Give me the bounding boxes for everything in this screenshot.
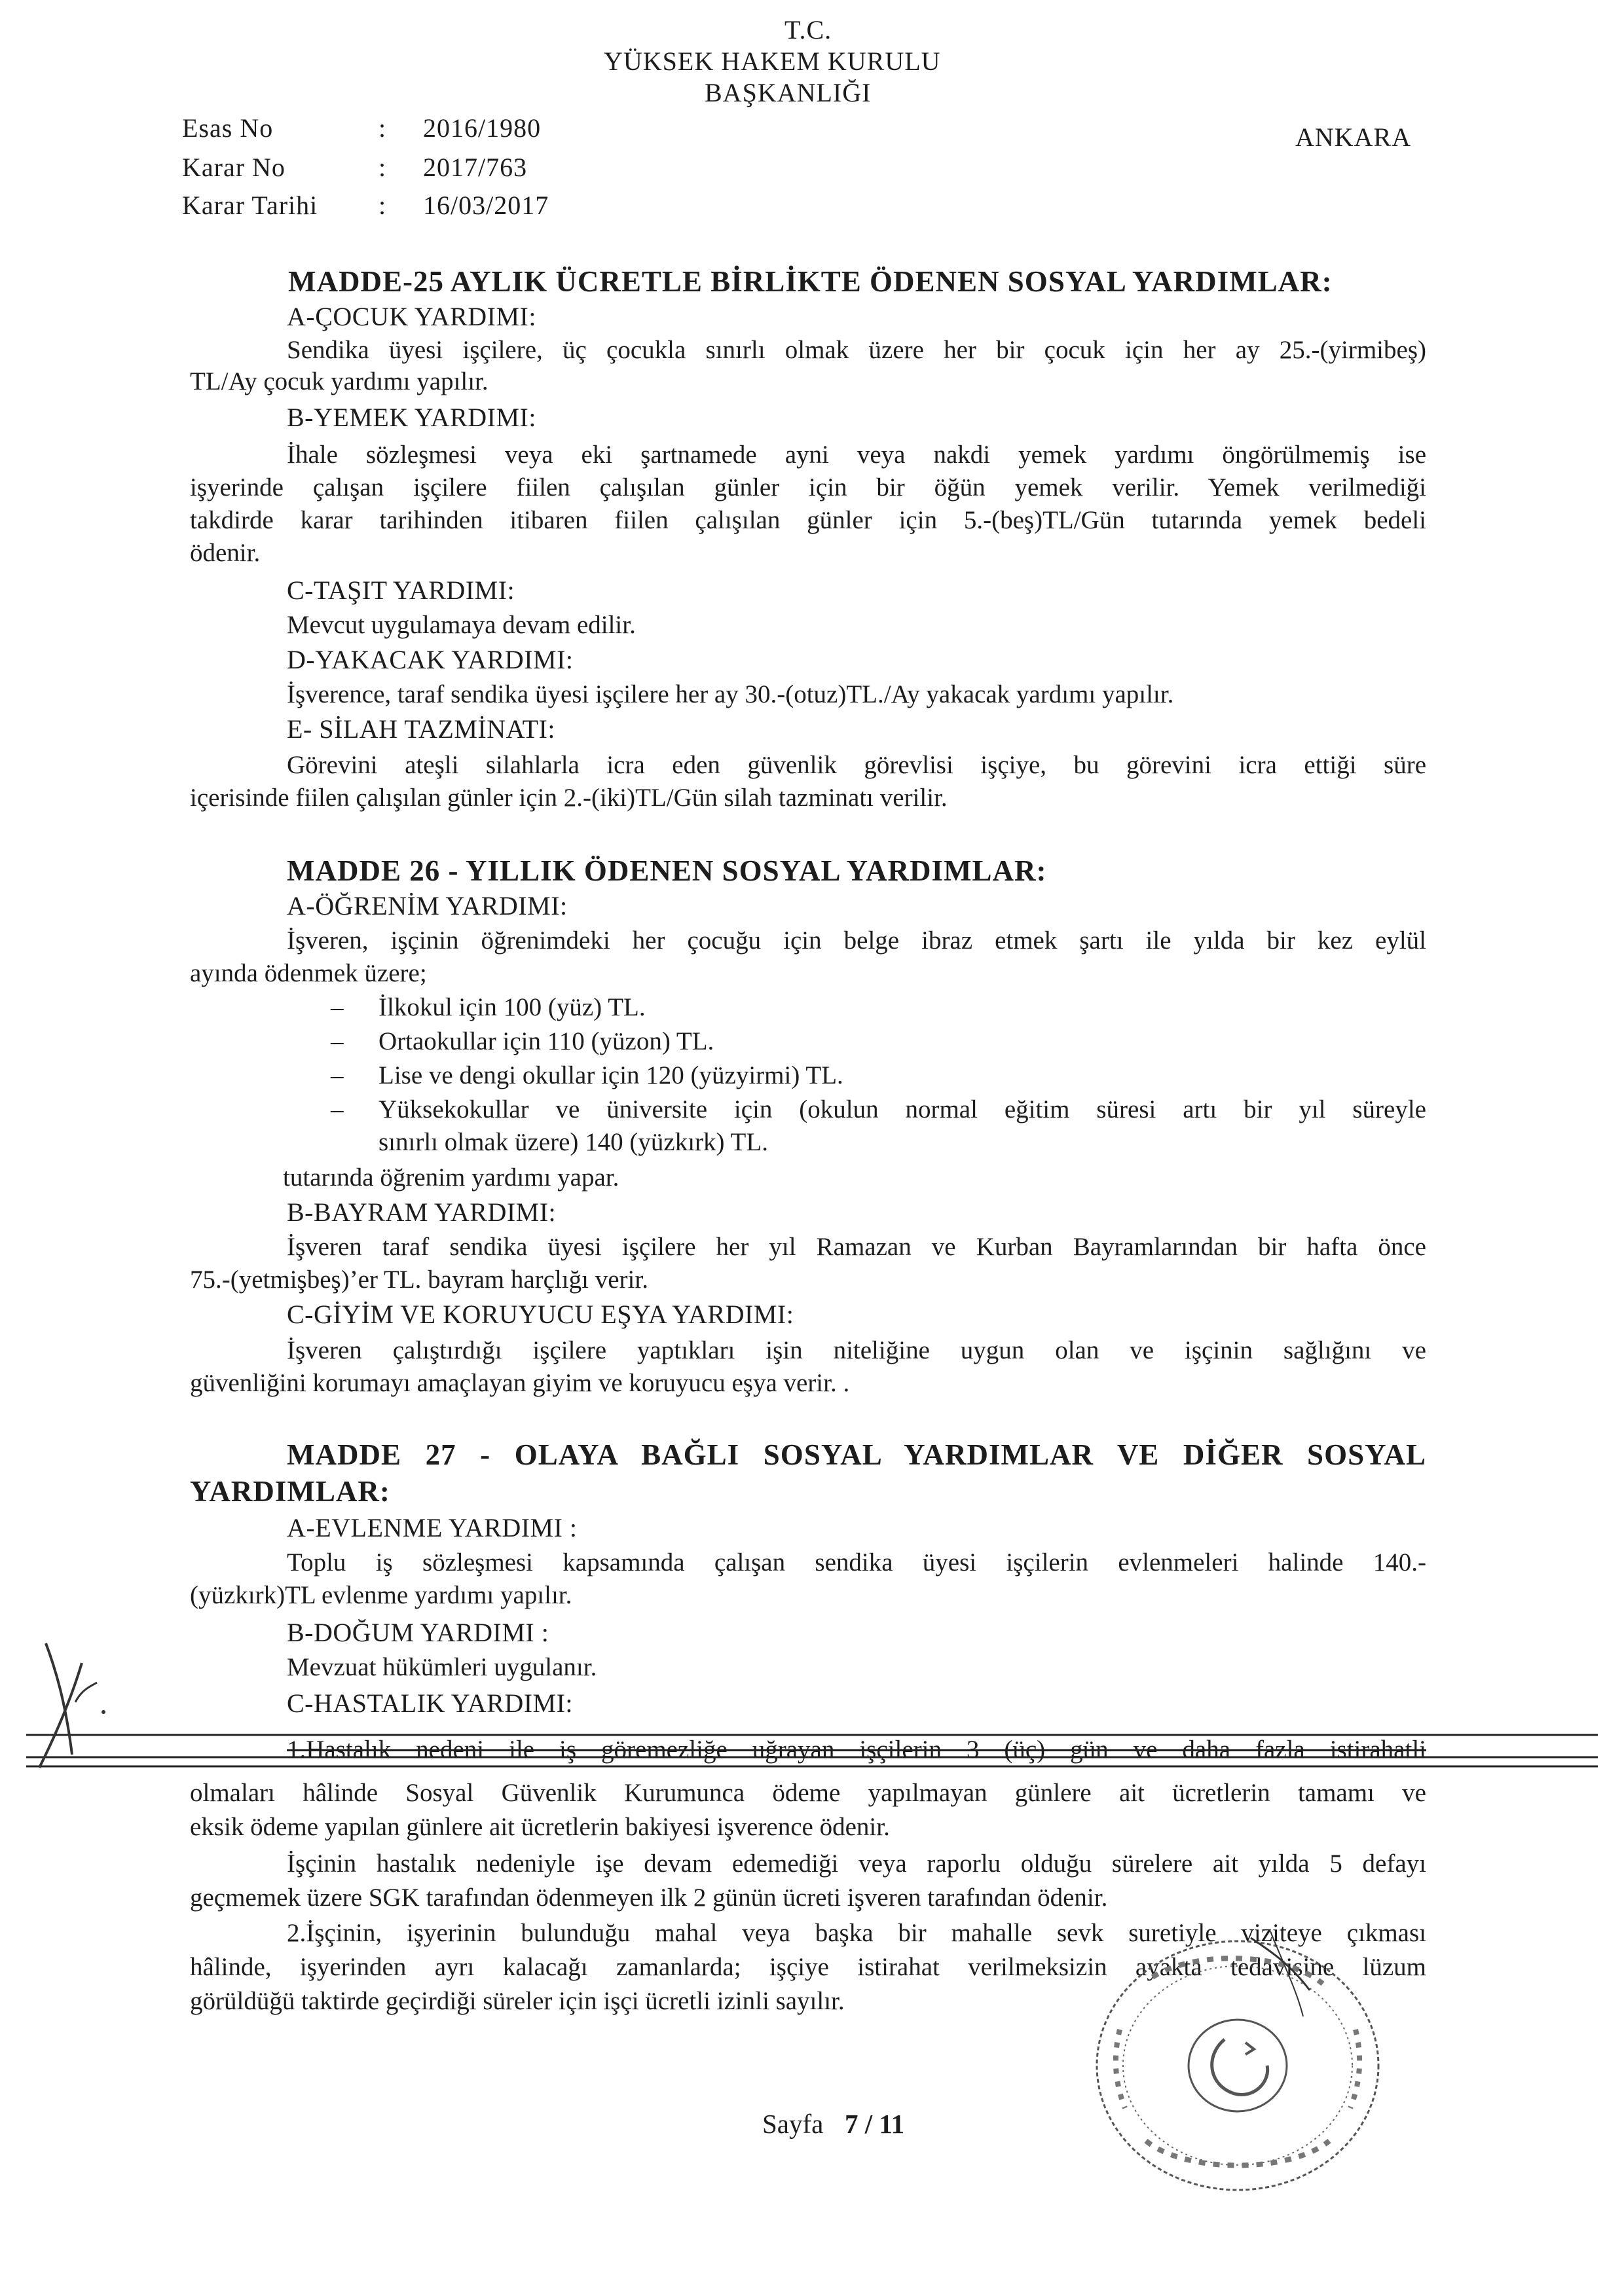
madde25-heading: MADDE-25 AYLIK ÜCRETLE BİRLİKTE ÖDENEN SOSYAL YARDIMLAR: [288,265,1333,298]
madde25-b-line4: ödenir. [190,539,261,567]
madde26-bullet3: Lise ve dengi okullar için 120 (yüzyirmi) TL. [378,1061,843,1089]
madde26-b-line2: 75.-(yetmişbeş)’er TL. bayram harçlığı verir. [190,1266,648,1294]
madde26-bullet4-line1: Yüksekokullar ve üniversite için (okulun normal eğitim süresi artı bir yıl süreyle [378,1095,1426,1123]
madde25-a-line1: Sendika üyesi işçilere, üç çocukla sınırlı olmak üzere her bir çocuk için her ay 25.-(yirmibeş) [287,336,1426,364]
madde27-c-line5: geçmemek üzere SGK tarafından ödenmeyen ilk 2 günün ücreti işveren tarafından ödenir. [190,1884,1108,1912]
madde25-d-title: D-YAKACAK YARDIMI: [287,645,574,674]
esas-label: Esas No [182,113,274,143]
karar-value: 2017/763 [423,153,528,182]
madde27-b-title: B-DOĞUM YARDIMI : [287,1618,549,1647]
madde27-c-title: C-HASTALIK YARDIMI: [287,1688,574,1718]
tarih-value: 16/03/2017 [423,191,549,220]
madde26-c-title: C-GİYİM VE KORUYUCU EŞYA YARDIMI: [287,1300,794,1329]
madde25-b-title: B-YEMEK YARDIMI: [287,403,536,432]
bullet-dash: – [331,1061,344,1089]
tarih-colon: : [378,191,387,220]
madde26-b-line1: İşveren taraf sendika üyesi işçilere her yıl Ramazan ve Kurban Bayramlarından bir hafta önce [287,1233,1426,1261]
madde26-bullet1: İlkokul için 100 (yüz) TL. [378,993,646,1021]
bullet-dash: – [331,1027,344,1055]
header-tc: T.C. [784,15,832,45]
madde25-c-title: C-TAŞIT YARDIMI: [287,575,515,605]
karar-colon: : [378,153,387,182]
madde25-c-line1: Mevcut uygulamaya devam edilir. [287,611,636,639]
madde27-c-line2: olmaları hâlinde Sosyal Güvenlik Kurumunca ödeme yapılmayan günlere ait ücretlerin tamamı ve [190,1779,1426,1807]
karar-label: Karar No [182,153,286,182]
bullet-dash: – [331,993,344,1021]
header-city: ANKARA [1295,122,1412,152]
madde25-a-line2: TL/Ay çocuk yardımı yapılır. [190,367,489,395]
page-number: 7 / 11 [845,2109,905,2139]
madde27-c-line1: 1.Hastalık nedeni ile iş göremezliğe uğrayan işçilerin 3 (üç) gün ve daha fazla istirahatli [287,1736,1426,1764]
madde27-c-line6: 2.İşçinin, işyerinin bulunduğu mahal veya başka bir mahalle sevk suretiyle viziteye çıkması [287,1919,1426,1947]
madde26-heading: MADDE 26 - YILLIK ÖDENEN SOSYAL YARDIMLAR: [287,854,1047,887]
tarih-label: Karar Tarihi [182,191,318,220]
esas-value: 2016/1980 [423,113,542,143]
madde27-b-line1: Mevzuat hükümleri uygulanır. [287,1653,597,1681]
madde27-a-line2: (yüzkırk)TL evlenme yardımı yapılır. [190,1581,572,1609]
madde27-c-line4: İşçinin hastalık nedeniyle işe devam edemediği veya raporlu olduğu sürelere ait yılda 5 defayı [287,1850,1426,1878]
madde25-e-title: E- SİLAH TAZMİNATI: [287,714,555,744]
esas-colon: : [378,113,387,143]
madde27-a-title: A-EVLENME YARDIMI : [287,1513,578,1542]
madde25-b-line2: işyerinde çalışan işçilere fiilen çalışılan günler için bir öğün yemek verilir. Yemek verilmediği [190,473,1426,501]
madde26-bullet4-line2: sınırlı olmak üzere) 140 (yüzkırk) TL. [378,1128,768,1156]
page-label: Sayfa [762,2109,824,2139]
madde25-e-line1: Görevini ateşli silahlarla icra eden güvenlik görevlisi işçiye, bu görevini icra ettiği süre [287,751,1426,779]
madde26-c-line2: güvenliğini korumayı amaçlayan giyim ve koruyucu eşya verir. . [190,1369,850,1397]
madde25-d-line1: İşverence, taraf sendika üyesi işçilere her ay 30.-(otuz)TL./Ay yakacak yardımı yapılır. [287,680,1174,708]
madde27-c-line8: görüldüğü taktirde geçirdiği süreler için işçi ücretli izinli sayılır. [190,1987,845,2015]
madde27-c-line7: hâlinde, işyerinden ayrı kalacağı zamanlarda; işçiye istirahat verilmeksizin ayakta tedavisine lüzum [190,1953,1426,1981]
madde27-heading-line1: MADDE 27 - OLAYA BAĞLI SOSYAL YARDIMLAR VE DİĞER SOSYAL [287,1438,1426,1471]
madde25-b-line1: İhale sözleşmesi veya eki şartnamede ayni veya nakdi yemek yardımı öngörülmemiş ise [287,441,1426,469]
bullet-dash: – [331,1095,344,1123]
madde26-b-title: B-BAYRAM YARDIMI: [287,1197,557,1227]
madde26-a-title: A-ÖĞRENİM YARDIMI: [287,891,568,920]
madde26-a-line2: ayında ödenmek üzere; [190,959,427,987]
header-org: YÜKSEK HAKEM KURULU [604,46,941,76]
madde26-c-line1: İşveren çalıştırdığı işçilere yaptıkları işin niteliğine uygun olan ve işçinin sağlığını ve [287,1336,1426,1364]
madde25-e-line2: içerisinde fiilen çalışılan günler için 2.-(iki)TL/Gün silah tazminatı verilir. [190,784,948,812]
header-dept: BAŞKANLIĞI [705,78,872,107]
madde27-heading-line2: YARDIMLAR: [190,1475,390,1508]
madde27-c-line3: eksik ödeme yapılan günlere ait ücretlerin bakiyesi işverence ödenir. [190,1813,890,1841]
madde26-a-line1: İşveren, işçinin öğrenimdeki her çocuğu için belge ibraz etmek şartı ile yılda bir kez eylül [287,926,1426,955]
madde26-a-end: tutarında öğrenim yardımı yapar. [283,1163,619,1192]
official-stamp [1074,1925,1414,2200]
madde25-a-title: A-ÇOCUK YARDIMI: [287,302,536,331]
handwritten-initial [20,1624,111,1781]
madde27-a-line1: Toplu iş sözleşmesi kapsamında çalışan sendika üyesi işçilerin evlenmeleri halinde 140.- [287,1548,1426,1576]
madde26-bullet2: Ortaokullar için 110 (yüzon) TL. [378,1027,714,1055]
madde25-b-line3: takdirde karar tarihinden itibaren fiilen çalışılan günler için 5.-(beş)TL/Gün tutarında yemek bedeli [190,506,1426,534]
